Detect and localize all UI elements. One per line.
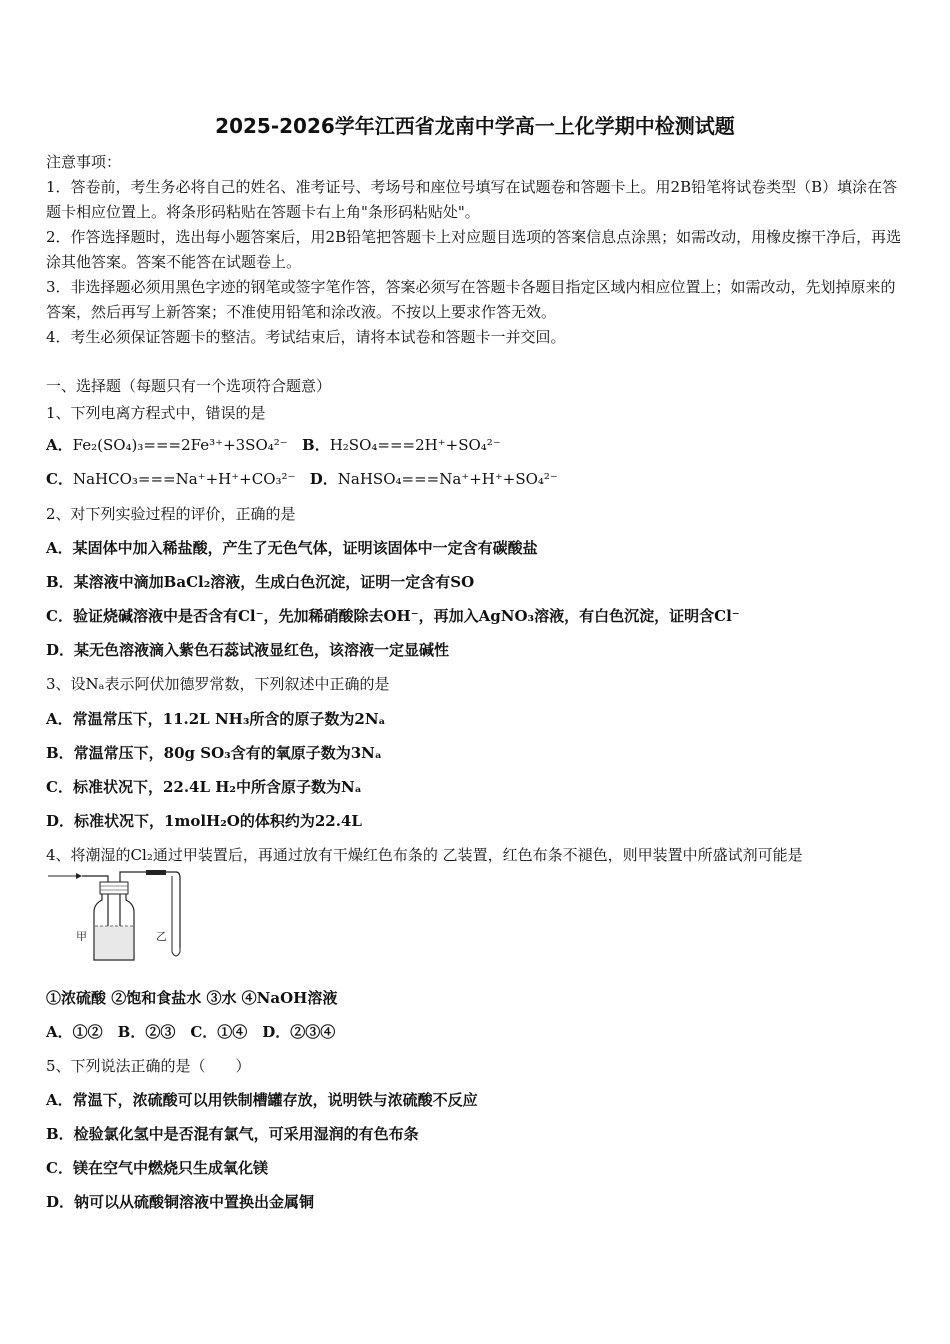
q2-option-c: C．验证烧碱溶液中是否含有Cl⁻，先加稀硝酸除去OH⁻，再加入AgNO₃溶液，有白色沉淀，证明含Cl⁻ <box>46 607 740 625</box>
q1-options-cd <box>46 468 558 489</box>
q3-option-d: D．标准状况下，1molH₂O的体积约为22.4L <box>46 812 362 830</box>
label-jia: 甲 <box>76 930 87 943</box>
q3-option-b: B．常温常压下，80g SO₃含有的氧原子数为3Nₐ <box>46 744 382 762</box>
q1-d-label: D． <box>309 470 338 488</box>
rubber-connector <box>146 870 166 875</box>
q1-b-text: H₂SO₄===2H⁺+SO₄²⁻ <box>329 436 501 454</box>
q1-c-label: C． <box>46 470 73 488</box>
q1-a-label: A． <box>46 436 73 454</box>
q4-reagents: ①浓硫酸 ②饱和食盐水 ③水 ④NaOH溶液 <box>46 989 338 1007</box>
q5-option-b: B．检验氯化氢中是否混有氯气，可采用湿润的有色布条 <box>46 1125 419 1143</box>
q1-stem: 1、下列电离方程式中，错误的是 <box>46 404 266 422</box>
label-yi: 乙 <box>156 930 167 943</box>
q1-options-ab <box>46 434 501 455</box>
q1-d-text: NaHSO₄===Na⁺+H⁺+SO₄²⁻ <box>337 470 558 488</box>
notice-heading: 注意事项： <box>46 153 122 171</box>
q3-option-c: C．标准状况下，22.4L H₂中所含原子数为Nₐ <box>46 778 362 796</box>
gas-washing-apparatus-figure <box>46 868 196 968</box>
liquid-level <box>95 926 133 959</box>
q1-b-label: B． <box>302 436 330 454</box>
q2-option-b: B．某溶液中滴加BaCl₂溶液，生成白色沉淀，证明一定含有SO <box>46 573 475 591</box>
test-tube-yi <box>172 876 180 956</box>
q5-stem: 5、下列说法正确的是（ ） <box>46 1057 251 1075</box>
section-heading: 一、选择题（每题只有一个选项符合题意） <box>46 377 332 395</box>
q1-c-text: NaHCO₃===Na⁺+H⁺+CO₃²⁻ <box>72 470 296 488</box>
outlet-tube-yi <box>166 872 180 948</box>
q2-stem: 2、对下列实验过程的评价，正确的是 <box>46 505 296 523</box>
q2-option-d: D．某无色溶液滴入紫色石蕊试液显红色，该溶液一定显碱性 <box>46 641 450 659</box>
q4-options: A．①② B．②③ C．①④ D．②③④ <box>46 1023 336 1041</box>
q3-option-a: A．常温常压下，11.2L NH₃所含的原子数为2Nₐ <box>46 710 386 728</box>
notice-item-4: 4．考生必须保证答题卡的整洁。考试结束后，请将本试卷和答题卡一并交回。 <box>46 328 566 346</box>
notice-block <box>46 150 906 350</box>
q5-option-d: D．钠可以从硫酸铜溶液中置换出金属铜 <box>46 1193 315 1211</box>
q2-option-a: A．某固体中加入稀盐酸，产生了无色气体，证明该固体中一定含有碳酸盐 <box>46 539 538 557</box>
inlet-arrowhead <box>76 873 82 879</box>
notice-item-3: 3．非选择题必须用黑色字迹的钢笔或签字笔作答，答案必须写在答题卡各题目指定区域内相应位置上；如需改动，先划掉原来的答案，然后再写上新答案；不准使用铅笔和涂改液。不按以上要求作答无效。 <box>46 278 896 321</box>
exam-title: 2025-2026学年江西省龙南中学高一上化学期中检测试题 <box>215 114 735 138</box>
notice-item-2: 2．作答选择题时，选出每小题答案后，用2B铅笔把答题卡上对应题目选项的答案信息点涂黑；如需改动，用橡皮擦干净后，再选涂其他答案。答案不能答在试题卷上。 <box>46 228 902 271</box>
notice-item-1: 1．答卷前，考生务必将自己的姓名、准考证号、考场号和座位号填写在试题卷和答题卡上。用2B铅笔将试卷类型（B）填涂在答题卡相应位置上。将条形码粘贴在答题卡右上角"条形码粘贴处"。 <box>46 178 898 221</box>
q5-option-c: C．镁在空气中燃烧只生成氧化镁 <box>46 1159 268 1177</box>
stopper <box>100 882 128 894</box>
q5-option-a: A．常温下，浓硫酸可以用铁制槽罐存放，说明铁与浓硫酸不反应 <box>46 1091 478 1109</box>
q4-stem: 4、将潮湿的Cl₂通过甲装置后，再通过放有干燥红色布条的 乙装置，红色布条不褪色，则甲装置中所盛试剂可能是 <box>46 846 803 864</box>
q3-stem: 3、设Nₐ表示阿伏加德罗常数，下列叙述中正确的是 <box>46 675 390 693</box>
q1-a-text: Fe₂(SO₄)₃===2Fe³⁺+3SO₄²⁻ <box>72 436 288 454</box>
